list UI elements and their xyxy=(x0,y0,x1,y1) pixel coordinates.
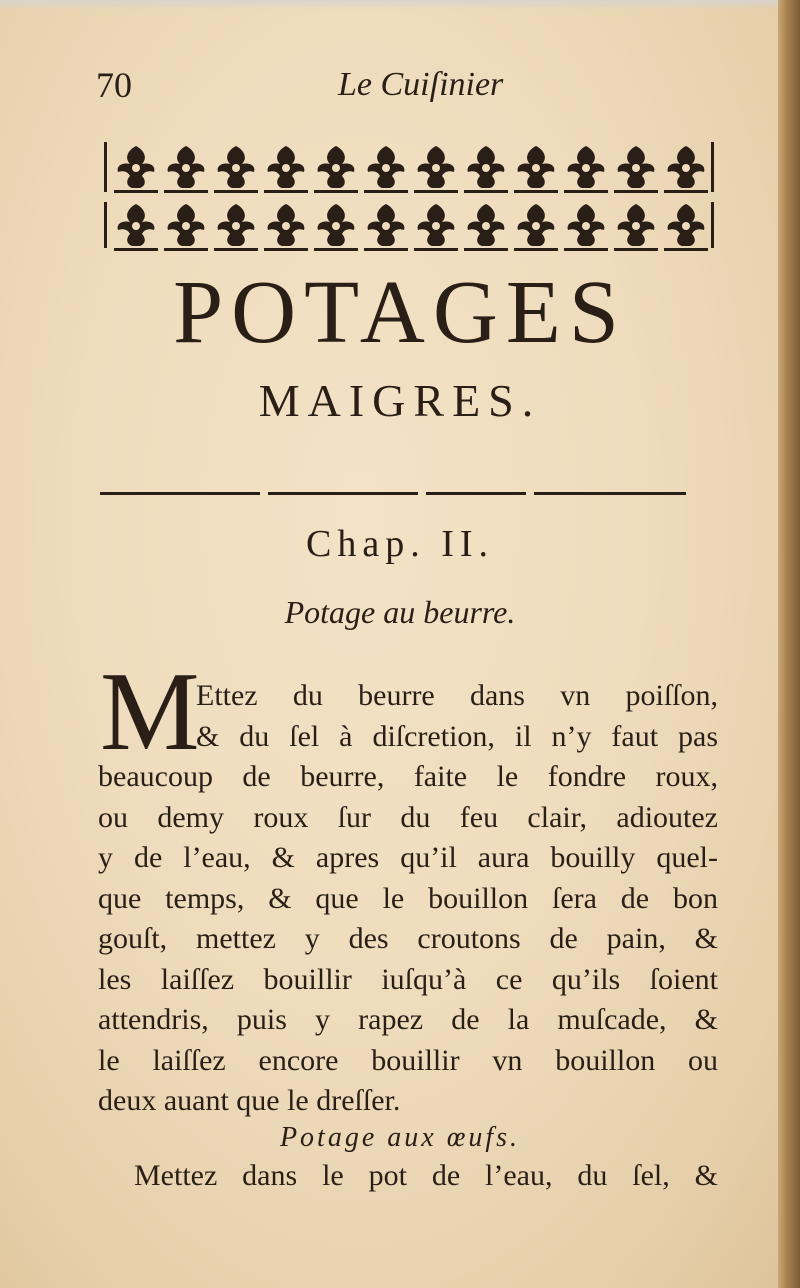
section-divider xyxy=(100,483,686,489)
book-binding xyxy=(778,0,800,1288)
running-head xyxy=(0,62,800,112)
drop-cap: M xyxy=(100,650,200,774)
text-line: attendris, puis y rapez de la muſcade, & xyxy=(98,1003,718,1036)
page-number: 70 xyxy=(96,65,132,105)
text-line: & du ſel à diſcretion, il n’y faut pas xyxy=(196,719,718,753)
section-subtitle: MAIGRES. xyxy=(258,375,542,426)
recipe-title: Potage aux œufs. xyxy=(279,1122,521,1153)
text-line: y de l’eau, & apres qu’il aura bouilly quel- xyxy=(98,841,718,874)
headpiece-ornament-top xyxy=(104,140,714,196)
chapter-heading: Chap. II. xyxy=(305,523,495,565)
text-line: beaucoup de beurre, faite le fondre roux, xyxy=(98,760,718,793)
page-top-edge xyxy=(0,0,800,10)
recipe-body xyxy=(98,676,718,1122)
running-title: Le Cuiſinier xyxy=(338,66,504,103)
recipe-body xyxy=(98,1156,718,1197)
text-line: les laiſſez bouillir iuſqu’à ce qu’ils ſoient xyxy=(98,962,718,996)
text-line: que temps, & que le bouillon ſera de bon xyxy=(98,881,718,915)
text-line: Mettez dans le pot de l’eau, du ſel, & xyxy=(134,1159,718,1192)
text-line: deux auant que le dreſſer. xyxy=(98,1084,401,1117)
section-title: POTAGES xyxy=(173,263,627,362)
recipe-title: Potage au beurre. xyxy=(284,594,516,630)
text-line: Ettez du beurre dans vn poiſſon, xyxy=(196,679,718,712)
text-line: le laiſſez encore bouillir vn bouillon ou xyxy=(98,1043,718,1077)
text-line: ou demy roux ſur du feu clair, adioutez xyxy=(98,800,718,834)
text-line: gouſt, mettez y des croutons de pain, & xyxy=(98,922,718,955)
headpiece-ornament-bottom xyxy=(104,198,714,252)
